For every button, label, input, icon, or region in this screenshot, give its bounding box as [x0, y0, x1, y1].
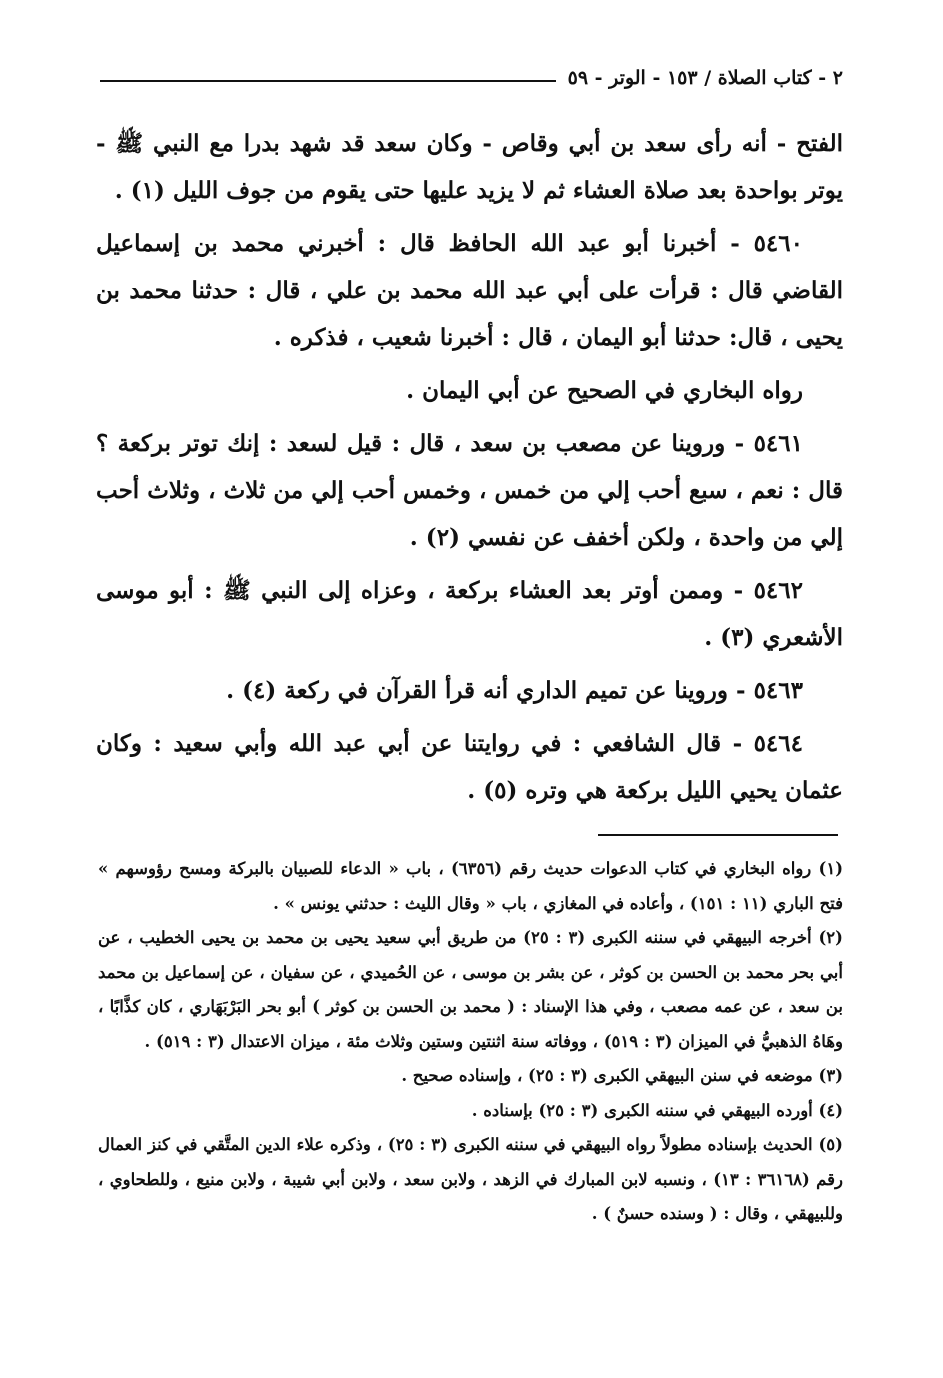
hadith-5460: ٥٤٦٠ - أخبرنا أبو عبد الله الحافظ قال : أخبرني محمد بن إسماعيل القاضي قال : قرأت على أبي عبد الله محمد بن علي ، قال : حدثنا محمد بن يحيى ، قال: حدثنا أبو اليمان ، قال : أخبرنا شعيب ، فذكره .	[96, 230, 843, 351]
main-text	[96, 120, 843, 820]
footnote-1: (١) رواه البخاري في كتاب الدعوات حديث رقم (٦٣٥٦) ، باب « الدعاء للصبيان بالبركة ومسح رؤوسهم » فتح الباري (١١ : ١٥١) ، وأعاده في المغازي ، باب « وقال الليث : حدثني يونس » .	[98, 859, 844, 913]
hadith-5462: ٥٤٦٢ - وممن أوتر بعد العشاء بركعة ، وعزاه إلى النبي ﷺ : أبو موسى الأشعري (٣) .	[96, 577, 843, 651]
footnote-5: (٥) الحديث بإسناده مطولاً رواه البيهقي في سننه الكبرى (٣ : ٢٥) ، وذكره علاء الدين المتَّقي في كنز العمال رقم (٣٦١٦٨ : ١٣) ، ونسبه لابن المبارك في الزهد ، ولابن سعد ، ولابن أبي شيبة ، ولابن منيع ، وللطحاوي ، وللبيهقي ، وقال : ( وسنده حسنٌ ) .	[98, 1135, 843, 1223]
footnote-3: (٣) موضعه في سنن البيهقي الكبرى (٣ : ٢٥) ، وإسناده صحيح .	[401, 1066, 843, 1085]
narration-note: رواه البخاري في الصحيح عن أبي اليمان .	[406, 377, 803, 404]
footnote-divider	[598, 834, 838, 836]
hadith-5461: ٥٤٦١ - وروينا عن مصعب بن سعد ، قال : قيل لسعد : إنك توتر بركعة ؟ قال : نعم ، سبع أحب إلي من خمس ، وخمس أحب إلي من ثلاث ، وثلاث أحب إلي من واحدة ، ولكن أخفف عن نفسي (٢) .	[96, 430, 843, 551]
running-title: ٢ - كتاب الصلاة / ١٥٣ - الوتر - ٥٩	[567, 67, 843, 89]
hadith-5463: ٥٤٦٣ - وروينا عن تميم الداري أنه قرأ القرآن في ركعة (٤) .	[226, 677, 803, 704]
header-rule	[100, 80, 556, 82]
running-header	[100, 62, 843, 94]
footnotes	[98, 852, 843, 1232]
footnote-4: (٤) أورده البيهقي في سننه الكبرى (٣ : ٢٥) بإسناده .	[471, 1100, 843, 1120]
hadith-5464: ٥٤٦٤ - قال الشافعي : في روايتنا عن أبي عبد الله وأبي سعيد : وكان عثمان يحيي الليل بركعة هي وتره (٥) .	[96, 730, 843, 804]
footnote-2: (٢) أخرجه البيهقي في سننه الكبرى (٣ : ٢٥) من طريق أبي سعيد يحيى بن محمد بن يحيى الخطيب ، عن أبي بحر محمد بن الحسن بن كوثر ، عن بشر بن موسى ، عن الحُميدي ، عن سفيان ، عن إسماعيل بن محمد بن سعد ، عن عمه مصعب ، وفي هذا الإسناد : ( محمد بن الحسن بن كوثر ) أبو بحر البَرْبَهَاري ، كان كذَّابًا ، وهَاهُ الذهبيُّ في الميزان (٣ : ٥١٩) ، ووفاته سنة اثنتين وستين وثلاث مئة ، ميزان الاعتدال (٣ : ٥١٩) .	[98, 928, 843, 1051]
paragraph-continuation: الفتح - أنه رأى سعد بن أبي وقاص - وكان سعد قد شهد بدرا مع النبي ﷺ - يوتر بواحدة بعد صلاة العشاء ثم لا يزيد عليها حتى يقوم من جوف الليل (١) .	[96, 130, 843, 204]
